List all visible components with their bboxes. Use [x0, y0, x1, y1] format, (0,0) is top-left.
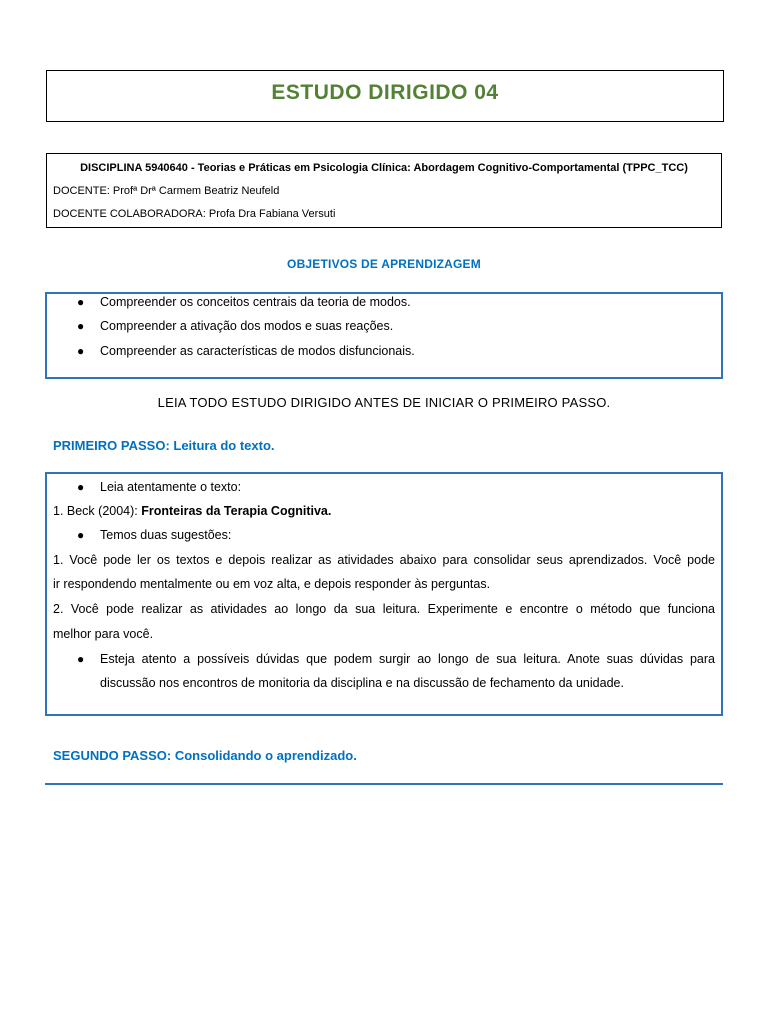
course-teacher: DOCENTE: Profª Drª Carmem Beatriz Neufeld	[53, 185, 280, 197]
bullet-icon: ●	[77, 295, 85, 309]
list-item-text: Esteja atento a possíveis dúvidas que podem surgir ao longo de sua leitura. Anote suas dúvidas para	[100, 652, 715, 666]
bullet-icon: ●	[77, 652, 85, 666]
bullet-icon: ●	[77, 528, 85, 542]
list-item-text: Temos duas sugestões:	[100, 528, 232, 542]
list-item-text-continued: discussão nos encontros de monitoria da disciplina e na discussão de fechamento da unidade.	[100, 676, 624, 690]
course-info-box	[46, 153, 722, 228]
suggestion-2-line-2: melhor para você.	[53, 627, 154, 641]
objective-text: Compreender a ativação dos modos e suas reações.	[100, 319, 394, 333]
bullet-icon: ●	[77, 480, 85, 494]
instruction-text: LEIA TODO ESTUDO DIRIGIDO ANTES DE INICIAR O PRIMEIRO PASSO.	[157, 395, 611, 410]
first-step-heading: PRIMEIRO PASSO: Leitura do texto.	[53, 438, 275, 453]
first-step-box	[45, 472, 723, 716]
reference-line	[53, 504, 715, 518]
bullet-icon: ●	[77, 319, 85, 333]
suggestion-1-line-1: 1. Você pode ler os textos e depois realizar as atividades abaixo para consolidar seus aprendizados. Você pode	[53, 553, 715, 567]
second-step-heading: SEGUNDO PASSO: Consolidando o aprendizado.	[53, 748, 357, 763]
reference-prefix: 1. Beck (2004):	[53, 504, 142, 518]
bullet-icon: ●	[77, 344, 85, 358]
suggestion-1-line-2: ir respondendo mentalmente ou em voz alta, e depois responder às perguntas.	[53, 577, 491, 591]
suggestion-2-line-1: 2. Você pode realizar as atividades ao longo da sua leitura. Experimente e encontre o método que funciona	[53, 602, 715, 616]
objectives-heading: OBJETIVOS DE APRENDIZAGEM	[287, 257, 481, 271]
reference-title: Fronteiras da Terapia Cognitiva.	[141, 504, 332, 518]
objective-text: Compreender as características de modos disfuncionais.	[100, 344, 415, 358]
title-box	[46, 70, 724, 122]
section-divider	[45, 783, 723, 785]
list-item-text: Leia atentamente o texto:	[100, 480, 242, 494]
page-title: ESTUDO DIRIGIDO 04	[271, 81, 499, 104]
objective-text: Compreender os conceitos centrais da teoria de modos.	[100, 295, 411, 309]
course-collaborator: DOCENTE COLABORADORA: Profa Dra Fabiana Versuti	[53, 208, 336, 220]
course-discipline: DISCIPLINA 5940640 - Teorias e Práticas em Psicologia Clínica: Abordagem Cognitivo-Comportamental (TPPC_TCC)	[80, 162, 688, 174]
objectives-box	[45, 292, 723, 379]
